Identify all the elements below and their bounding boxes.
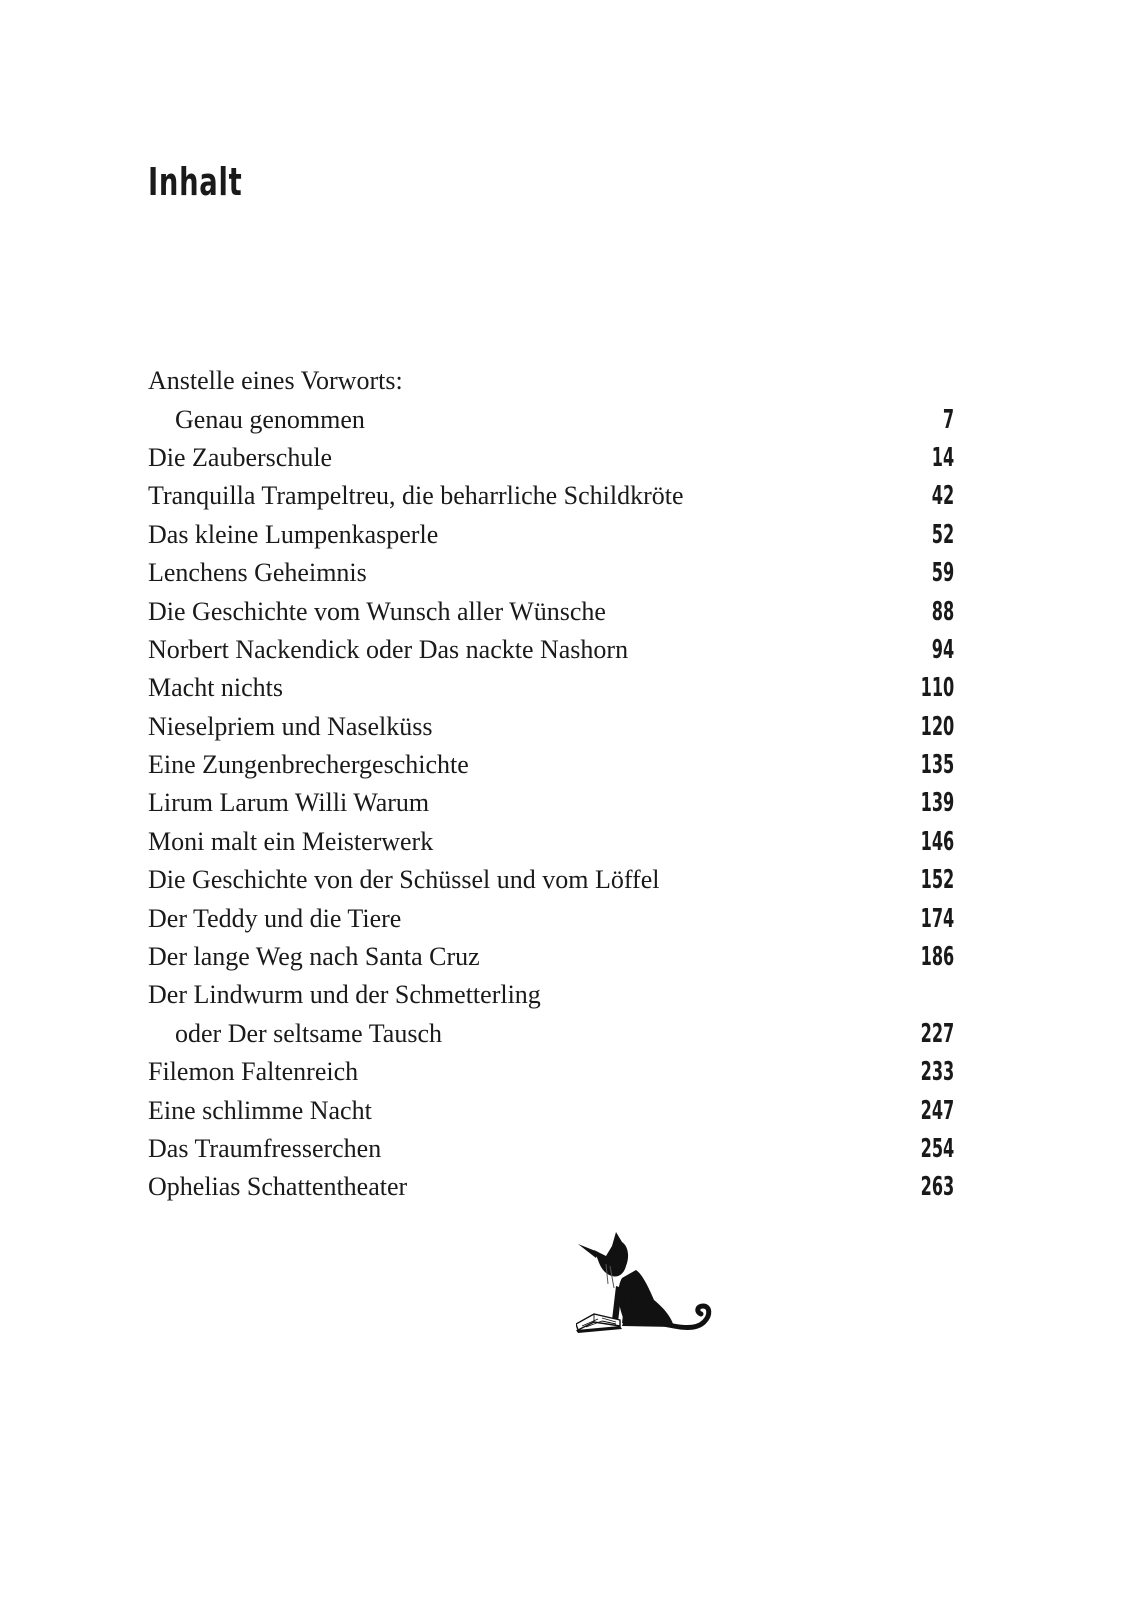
toc-entry-page-number: 146 <box>920 826 954 857</box>
toc-entry <box>148 362 954 400</box>
toc-entry-title: oder Der seltsame Tausch <box>175 1018 442 1048</box>
toc-entry-page-number: 139 <box>920 788 954 819</box>
toc-entry-title: Tranquilla Trampeltreu, die beharrliche Schildkröte <box>148 481 684 511</box>
toc-entry-title: Lirum Larum Willi Warum <box>148 788 430 818</box>
toc-entry <box>148 746 954 784</box>
toc-entry <box>148 1168 954 1206</box>
toc-entry <box>148 861 954 899</box>
toc-entry-title: Filemon Faltenreich <box>148 1057 359 1087</box>
toc-entry <box>148 708 954 746</box>
toc-entry-page-number: 233 <box>920 1057 954 1088</box>
toc-entry-title: Lenchens Geheimnis <box>148 558 367 588</box>
toc-entry-title: Norbert Nackendick oder Das nackte Nashorn <box>148 634 629 664</box>
toc-entry-page-number: 110 <box>920 673 954 704</box>
toc-entry-title: Macht nichts <box>148 673 284 703</box>
toc-entry <box>148 554 954 592</box>
toc-entry-page-number: 247 <box>920 1095 954 1126</box>
toc-entry <box>148 669 954 707</box>
toc-entry <box>148 477 954 515</box>
toc-entry-title: Das Traumfresserchen <box>148 1134 382 1163</box>
toc-entry-title: Das kleine Lumpenkasperle <box>148 519 439 549</box>
reading-cat-icon <box>576 1226 736 1346</box>
table-of-contents <box>148 362 954 1207</box>
toc-entry <box>148 938 954 976</box>
toc-entry-page-number: 254 <box>920 1134 954 1164</box>
toc-entry-page-number: 227 <box>920 1018 954 1049</box>
page-title: Inhalt <box>148 160 243 204</box>
toc-entry-page-number: 59 <box>931 558 954 589</box>
toc-entry-title: Eine schlimme Nacht <box>148 1095 372 1125</box>
toc-entry <box>148 592 954 630</box>
toc-entry <box>148 1053 954 1091</box>
toc-entry-title: Genau genommen <box>175 404 365 434</box>
toc-entry-page-number: 7 <box>942 404 954 435</box>
toc-entry-page-number: 152 <box>920 865 954 896</box>
toc-entry <box>148 784 954 822</box>
toc-entry <box>148 439 954 477</box>
toc-entry-page-number: 42 <box>931 481 954 512</box>
toc-entry-page-number: 186 <box>920 942 954 973</box>
toc-entry <box>148 1091 954 1129</box>
toc-entry-title: Ophelias Schattentheater <box>148 1172 408 1202</box>
toc-entry-page-number: 263 <box>920 1172 954 1203</box>
toc-entry-title: Anstelle eines Vorworts: <box>148 366 403 396</box>
toc-entry <box>148 976 954 1014</box>
toc-entry <box>148 823 954 861</box>
toc-entry <box>148 631 954 669</box>
toc-entry-page-number: 94 <box>931 634 954 665</box>
toc-entry-title: Die Geschichte vom Wunsch aller Wünsche <box>148 596 606 626</box>
toc-entry <box>148 899 954 937</box>
toc-entry <box>148 1015 954 1053</box>
toc-entry-title: Eine Zungenbrechergeschichte <box>148 750 469 780</box>
toc-entry-page-number: 14 <box>931 442 954 473</box>
toc-entry-title: Der Teddy und die Tiere <box>148 903 402 933</box>
toc-entry-title: Der Lindwurm und der Schmetterling <box>148 980 541 1010</box>
toc-entry <box>148 516 954 554</box>
toc-entry-title: Die Zauberschule <box>148 442 333 472</box>
toc-entry-title: Moni malt ein Meisterwerk <box>148 826 434 856</box>
toc-entry-page-number: 174 <box>920 903 954 934</box>
toc-entry-page-number: 52 <box>931 519 954 550</box>
toc-entry-page-number: 120 <box>920 711 954 742</box>
toc-entry-page-number: 135 <box>920 750 954 781</box>
toc-entry-title: Die Geschichte von der Schüssel und vom Löffel <box>148 865 660 895</box>
toc-entry-title: Nieselpriem und Naselküss <box>148 711 433 741</box>
toc-entry-page-number: 88 <box>931 596 954 627</box>
toc-entry <box>148 400 954 438</box>
toc-entry <box>148 1130 954 1168</box>
toc-entry-title: Der lange Weg nach Santa Cruz <box>148 942 480 972</box>
